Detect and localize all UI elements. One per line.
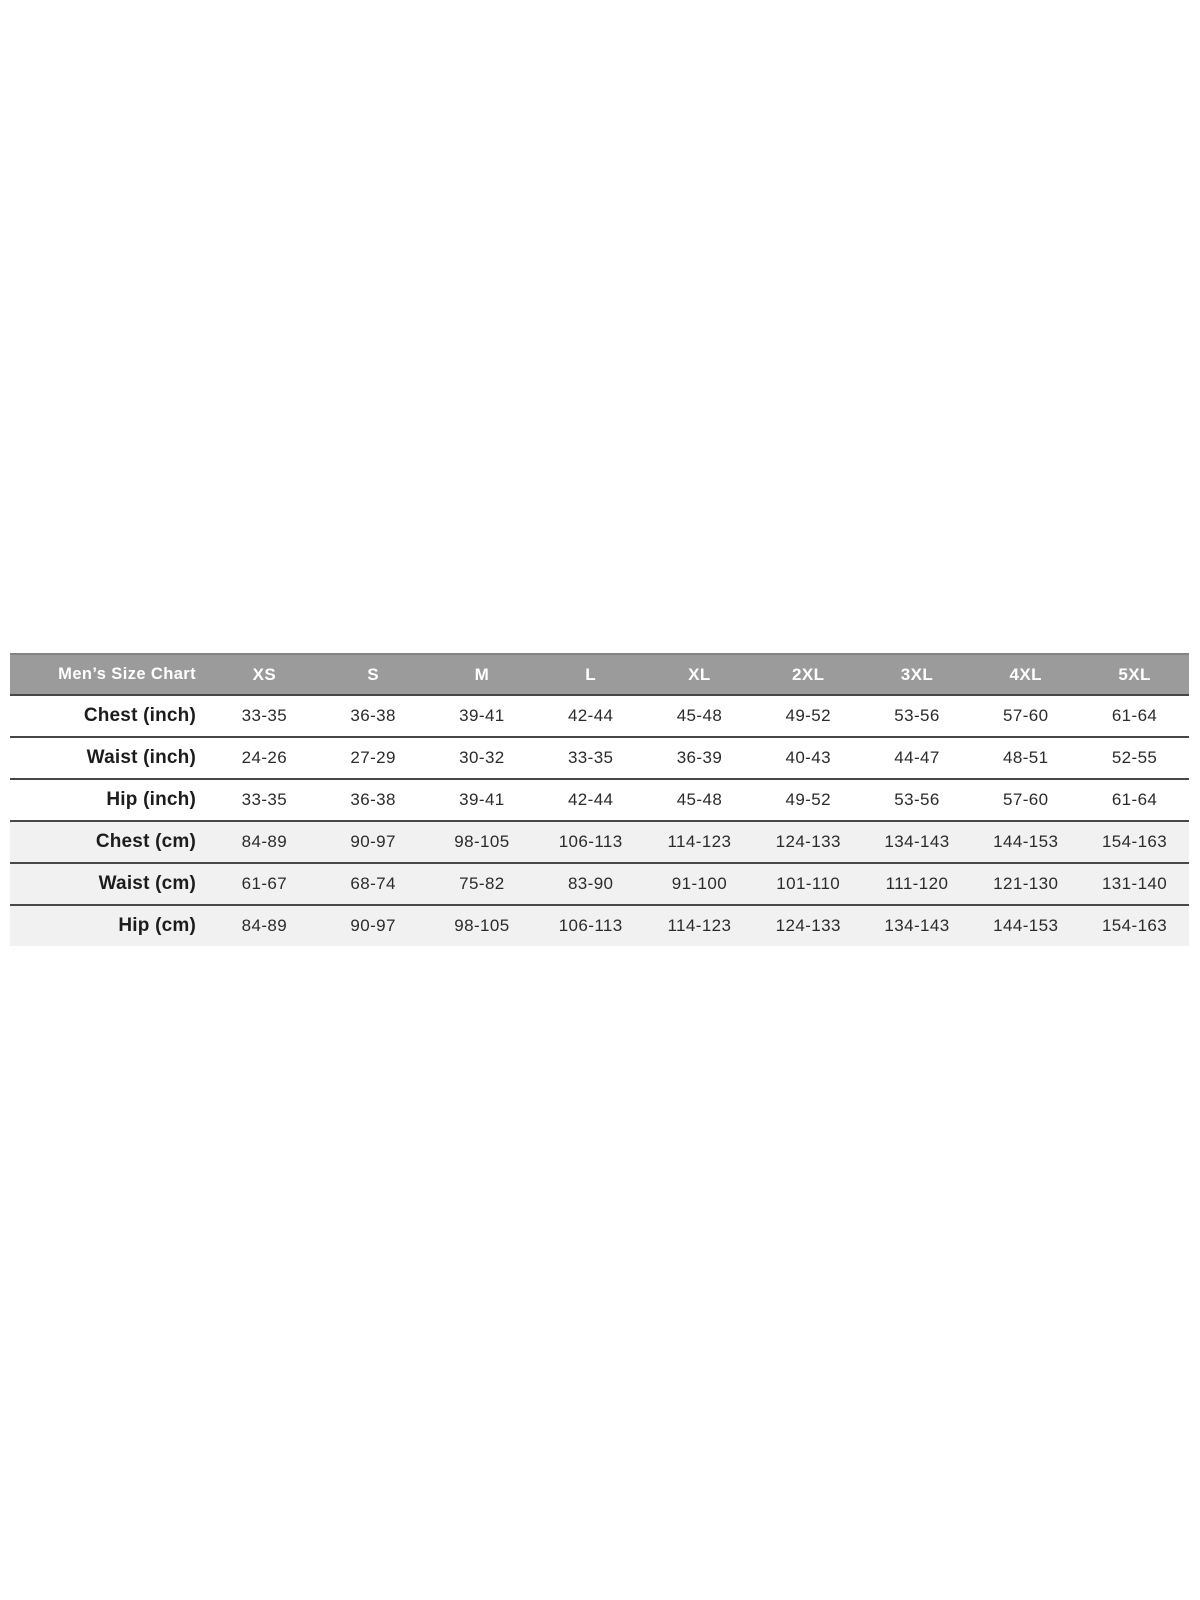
table-cell: 84-89 — [210, 821, 319, 863]
table-cell: 114-123 — [645, 821, 754, 863]
table-row-hip-cm — [10, 905, 1189, 946]
table-cell: 106-113 — [536, 821, 645, 863]
table-row-chest-cm — [10, 821, 1189, 863]
table-cell: 90-97 — [319, 821, 428, 863]
table-row-waist-inch — [10, 737, 1189, 779]
column-header-m: M — [428, 654, 537, 695]
table-cell: 30-32 — [428, 737, 537, 779]
column-header-s: S — [319, 654, 428, 695]
table-cell: 36-38 — [319, 779, 428, 821]
row-label-chest-cm: Chest (cm) — [10, 821, 210, 863]
table-cell: 83-90 — [536, 863, 645, 905]
table-cell: 131-140 — [1080, 863, 1189, 905]
table-cell: 39-41 — [428, 779, 537, 821]
table-cell: 91-100 — [645, 863, 754, 905]
column-header-4xl: 4XL — [971, 654, 1080, 695]
table-cell: 48-51 — [971, 737, 1080, 779]
table-cell: 61-64 — [1080, 779, 1189, 821]
table-cell: 45-48 — [645, 695, 754, 737]
table-cell: 24-26 — [210, 737, 319, 779]
table-cell: 61-67 — [210, 863, 319, 905]
column-header-2xl: 2XL — [754, 654, 863, 695]
table-cell: 49-52 — [754, 695, 863, 737]
size-table-header — [10, 654, 1189, 695]
table-cell: 33-35 — [536, 737, 645, 779]
table-cell: 27-29 — [319, 737, 428, 779]
column-header-5xl: 5XL — [1080, 654, 1189, 695]
table-cell: 124-133 — [754, 821, 863, 863]
mens-size-chart — [10, 653, 1189, 946]
row-label-hip-cm: Hip (cm) — [10, 905, 210, 946]
table-cell: 49-52 — [754, 779, 863, 821]
table-cell: 45-48 — [645, 779, 754, 821]
table-cell: 53-56 — [863, 779, 972, 821]
table-cell: 106-113 — [536, 905, 645, 946]
column-header-xs: XS — [210, 654, 319, 695]
table-cell: 124-133 — [754, 905, 863, 946]
table-cell: 53-56 — [863, 695, 972, 737]
table-cell: 154-163 — [1080, 905, 1189, 946]
table-cell: 75-82 — [428, 863, 537, 905]
size-table-body — [10, 695, 1189, 946]
table-row-waist-cm — [10, 863, 1189, 905]
table-row-hip-inch — [10, 779, 1189, 821]
header-row — [10, 654, 1189, 695]
table-cell: 101-110 — [754, 863, 863, 905]
table-cell: 36-38 — [319, 695, 428, 737]
row-label-hip-inch: Hip (inch) — [10, 779, 210, 821]
table-cell: 134-143 — [863, 821, 972, 863]
table-cell: 61-64 — [1080, 695, 1189, 737]
column-header-3xl: 3XL — [863, 654, 972, 695]
row-label-chest-inch: Chest (inch) — [10, 695, 210, 737]
table-cell: 144-153 — [971, 905, 1080, 946]
table-cell: 98-105 — [428, 905, 537, 946]
row-label-waist-cm: Waist (cm) — [10, 863, 210, 905]
table-cell: 98-105 — [428, 821, 537, 863]
table-cell: 57-60 — [971, 695, 1080, 737]
table-cell: 36-39 — [645, 737, 754, 779]
table-cell: 52-55 — [1080, 737, 1189, 779]
table-cell: 114-123 — [645, 905, 754, 946]
table-cell: 121-130 — [971, 863, 1080, 905]
table-cell: 33-35 — [210, 695, 319, 737]
table-row-chest-inch — [10, 695, 1189, 737]
table-cell: 42-44 — [536, 779, 645, 821]
table-cell: 144-153 — [971, 821, 1080, 863]
column-header-xl: XL — [645, 654, 754, 695]
size-table — [10, 653, 1189, 946]
row-label-waist-inch: Waist (inch) — [10, 737, 210, 779]
table-cell: 40-43 — [754, 737, 863, 779]
table-cell: 111-120 — [863, 863, 972, 905]
table-cell: 90-97 — [319, 905, 428, 946]
table-title: Men’s Size Chart — [10, 654, 210, 695]
table-cell: 39-41 — [428, 695, 537, 737]
table-cell: 154-163 — [1080, 821, 1189, 863]
table-cell: 68-74 — [319, 863, 428, 905]
table-cell: 57-60 — [971, 779, 1080, 821]
table-cell: 134-143 — [863, 905, 972, 946]
table-cell: 44-47 — [863, 737, 972, 779]
table-cell: 42-44 — [536, 695, 645, 737]
table-cell: 84-89 — [210, 905, 319, 946]
table-cell: 33-35 — [210, 779, 319, 821]
column-header-l: L — [536, 654, 645, 695]
